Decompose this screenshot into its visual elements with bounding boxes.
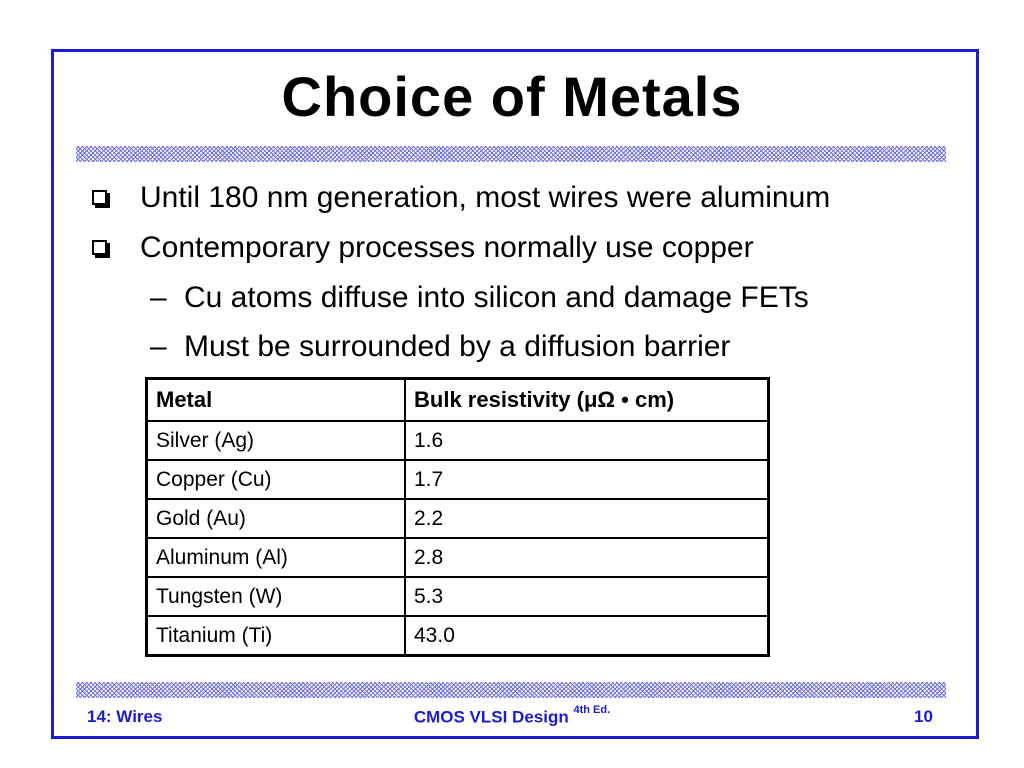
footer-course-title: [0, 704, 1024, 728]
resistivity-table: [145, 377, 770, 657]
column-header-resistivity: Bulk resistivity (μΩ • cm): [405, 379, 769, 422]
hollow-square-bullet-icon: [92, 190, 107, 205]
dash-marker: –: [150, 330, 167, 363]
table-row: [147, 577, 769, 616]
slide-title: Choice of Metals: [281, 65, 743, 128]
metal-cell: Tungsten (W): [147, 577, 406, 616]
footer-edition: 4th Ed.: [573, 704, 611, 716]
resistivity-cell: 5.3: [405, 577, 769, 616]
title-divider-band: [76, 146, 946, 162]
column-header-metal: Metal: [147, 379, 406, 422]
resistivity-cell: 43.0: [405, 616, 769, 656]
resistivity-cell: 2.8: [405, 538, 769, 577]
footer-page-number: 10: [914, 707, 933, 726]
table-header-row: [147, 379, 769, 422]
resistivity-cell: 2.2: [405, 499, 769, 538]
metal-cell: Copper (Cu): [147, 460, 406, 499]
footer-course-name: CMOS VLSI Design: [413, 707, 569, 727]
footer-divider-band: [76, 682, 946, 698]
dash-marker: –: [150, 281, 167, 314]
hollow-square-bullet-icon: [92, 240, 107, 255]
metal-cell: Silver (Ag): [147, 421, 406, 460]
bullet-text: Contemporary processes normally use copper: [140, 231, 754, 264]
table-row: [147, 460, 769, 499]
metal-cell: Gold (Au): [147, 499, 406, 538]
table-row: [147, 538, 769, 577]
metal-cell: Aluminum (Al): [147, 538, 406, 577]
metal-cell: Titanium (Ti): [147, 616, 406, 656]
table-row: [147, 421, 769, 460]
resistivity-cell: 1.6: [405, 421, 769, 460]
sub-bullet-text: Must be surrounded by a diffusion barrier: [184, 330, 731, 363]
table-row: [147, 616, 769, 656]
sub-bullet-text: Cu atoms diffuse into silicon and damage FETs: [184, 281, 809, 314]
footer-chapter: 14: Wires: [87, 707, 163, 726]
bullet-text: Until 180 nm generation, most wires were aluminum: [140, 181, 831, 214]
resistivity-cell: 1.7: [405, 460, 769, 499]
table-row: [147, 499, 769, 538]
